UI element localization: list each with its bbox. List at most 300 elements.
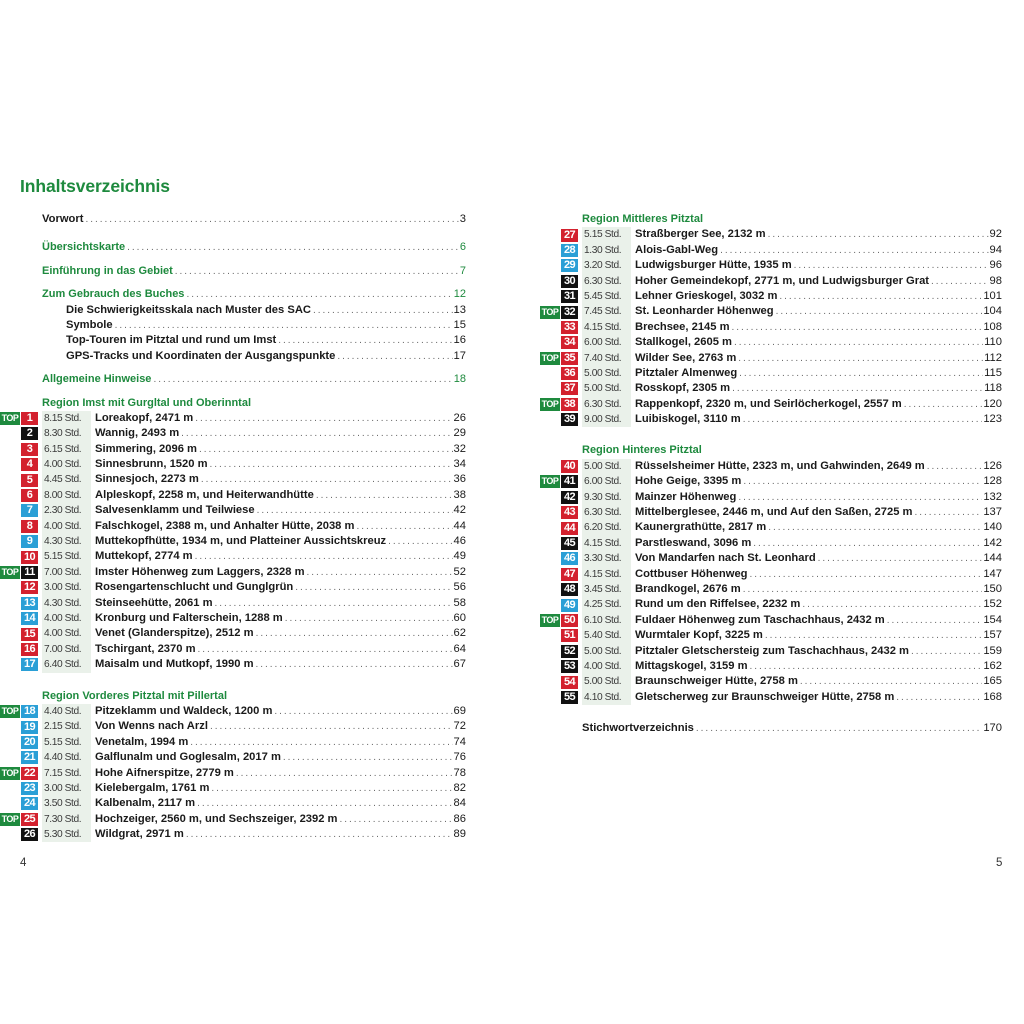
tour-number-badge: 33 bbox=[561, 321, 578, 334]
tour-entry[interactable] bbox=[26, 488, 466, 503]
tour-duration: 4.40 Std. bbox=[42, 704, 91, 719]
tour-entry[interactable] bbox=[563, 490, 1002, 505]
tour-entry[interactable] bbox=[23, 626, 466, 641]
tour-number-badge: 40 bbox=[561, 460, 578, 473]
top-tour-badge: TOP bbox=[541, 614, 559, 625]
toc-entry-page: 13 bbox=[453, 303, 466, 316]
leader-dots bbox=[904, 397, 983, 412]
tour-number-badge: 14 bbox=[21, 612, 38, 625]
leader-dots bbox=[340, 812, 453, 827]
toc-entry-label: Top-Touren im Pitztal und rund um Imst bbox=[66, 334, 277, 347]
tour-name: Lehner Grieskogel, 3032 m bbox=[635, 289, 778, 302]
leader-dots bbox=[388, 534, 452, 549]
tour-name: Maisalm und Mutkopf, 1990 m bbox=[95, 658, 254, 671]
tour-name: Hoher Gemeindekopf, 2771 m, und Ludwigsburger Grat bbox=[635, 274, 930, 287]
tour-page: 112 bbox=[984, 351, 1002, 364]
tour-entry[interactable] bbox=[563, 227, 1002, 242]
tour-page: 44 bbox=[453, 519, 466, 532]
tour-page: 137 bbox=[983, 506, 1002, 519]
spacer bbox=[42, 227, 466, 240]
tour-page: 165 bbox=[983, 675, 1002, 688]
tour-entry[interactable] bbox=[23, 781, 466, 796]
tour-number-badge: 36 bbox=[561, 367, 578, 380]
tour-page: 38 bbox=[453, 488, 466, 501]
tour-name: Simmering, 2096 m bbox=[95, 442, 197, 455]
leader-dots bbox=[802, 597, 982, 612]
tour-page: 34 bbox=[453, 458, 466, 471]
tour-name: Alpleskopf, 2258 m, und Heiterwandhütte bbox=[95, 488, 314, 501]
tour-name: Mittagskogel, 3159 m bbox=[635, 659, 748, 672]
tour-number-badge: 26 bbox=[21, 828, 38, 841]
leader-dots bbox=[274, 704, 452, 719]
tour-number-badge: 45 bbox=[561, 537, 578, 550]
tour-name: Wannig, 2493 m bbox=[95, 427, 180, 440]
tour-name: Wurmtaler Kopf, 3225 m bbox=[635, 629, 763, 642]
tour-entry[interactable] bbox=[541, 613, 1002, 628]
tour-number-badge: 11 bbox=[21, 566, 38, 579]
leader-dots bbox=[732, 381, 983, 396]
tour-page: 120 bbox=[983, 397, 1002, 410]
tour-entry[interactable] bbox=[563, 551, 1002, 566]
tour-entry[interactable] bbox=[563, 412, 1002, 427]
page-title: Inhaltsverzeichnis bbox=[20, 176, 170, 196]
tour-duration: 4.00 Std. bbox=[42, 519, 91, 534]
tour-entry[interactable] bbox=[23, 735, 466, 750]
tour-entry[interactable] bbox=[563, 505, 1002, 520]
tour-page: 98 bbox=[989, 274, 1002, 287]
tour-duration: 6.10 Std. bbox=[582, 613, 631, 628]
leader-dots bbox=[211, 781, 452, 796]
leader-dots bbox=[931, 274, 989, 289]
tour-entry[interactable] bbox=[23, 549, 466, 564]
tour-page: 110 bbox=[984, 336, 1002, 349]
tour-name: Falschkogel, 2388 m, und Anhalter Hütte, 2038 m bbox=[95, 519, 355, 532]
toc-entry-label: Vorwort bbox=[42, 213, 84, 225]
tour-duration: 5.40 Std. bbox=[582, 628, 631, 643]
tour-entry[interactable] bbox=[26, 534, 466, 549]
tour-duration: 6.40 Std. bbox=[42, 657, 91, 672]
tour-duration: 5.00 Std. bbox=[582, 381, 631, 396]
leader-dots bbox=[153, 372, 452, 387]
tour-duration: 4.00 Std. bbox=[42, 626, 91, 641]
tour-entry[interactable] bbox=[541, 397, 1002, 412]
tour-name: Rund um den Riffelsee, 2232 m bbox=[635, 598, 801, 611]
tour-name: Gletscherweg zur Braunschweiger Hütte, 2758 m bbox=[635, 690, 895, 703]
tour-page: 96 bbox=[989, 259, 1002, 272]
tour-page: 126 bbox=[983, 459, 1002, 472]
tour-entry[interactable] bbox=[563, 644, 1002, 659]
tour-entry[interactable] bbox=[26, 519, 466, 534]
leader-dots bbox=[765, 628, 982, 643]
tour-page: 72 bbox=[453, 720, 466, 733]
tour-duration: 5.15 Std. bbox=[42, 735, 91, 750]
tour-name: Muttekopfhütte, 1934 m, und Platteiner Aussichtskreuz bbox=[95, 535, 387, 548]
region-heading: Region Imst mit Gurgltal und Oberinntal bbox=[42, 396, 252, 409]
leader-dots bbox=[316, 488, 453, 503]
tour-name: Kielebergalm, 1761 m bbox=[95, 781, 210, 794]
spacer bbox=[42, 681, 466, 689]
tour-number-badge: 41 bbox=[561, 475, 578, 488]
leader-dots bbox=[356, 519, 452, 534]
tour-number-badge: 53 bbox=[561, 660, 578, 673]
tour-number-badge: 35 bbox=[561, 352, 578, 365]
tour-number-badge: 23 bbox=[21, 782, 38, 795]
spacer bbox=[582, 435, 1002, 443]
leader-dots bbox=[195, 549, 453, 564]
tour-number-badge: 48 bbox=[561, 583, 578, 596]
toc-entry[interactable] bbox=[42, 333, 466, 348]
toc-entry[interactable] bbox=[582, 721, 1002, 736]
region-heading: Region Vorderes Pitztal mit Pillertal bbox=[42, 689, 228, 702]
toc-entry-label: Zum Gebrauch des Buches bbox=[42, 288, 185, 301]
leader-dots bbox=[732, 320, 983, 335]
toc-entry-page: 15 bbox=[453, 318, 466, 331]
tour-number-badge: 4 bbox=[21, 458, 38, 471]
tour-duration: 4.45 Std. bbox=[42, 472, 91, 487]
tour-number-badge: 27 bbox=[561, 229, 578, 242]
tour-page: 150 bbox=[983, 582, 1002, 595]
tour-name: Brandkogel, 2676 m bbox=[635, 582, 741, 595]
tour-page: 62 bbox=[453, 627, 466, 640]
tour-name: Ludwigsburger Hütte, 1935 m bbox=[635, 259, 792, 272]
tour-entry[interactable] bbox=[563, 289, 1002, 304]
tour-name: Straßberger See, 2132 m bbox=[635, 228, 766, 241]
tour-page: 168 bbox=[983, 690, 1002, 703]
tour-number-badge: 15 bbox=[21, 628, 38, 641]
tour-number-badge: 30 bbox=[561, 275, 578, 288]
tour-entry[interactable] bbox=[1, 565, 466, 580]
leader-dots bbox=[743, 474, 982, 489]
tour-page: 128 bbox=[983, 475, 1002, 488]
tour-page: 115 bbox=[984, 366, 1002, 379]
tour-page: 60 bbox=[453, 611, 466, 624]
tour-number-badge: 19 bbox=[21, 721, 38, 734]
toc-entry-label: Symbole bbox=[66, 318, 113, 331]
top-tour-badge: TOP bbox=[1, 767, 19, 778]
region-heading: Region Hinteres Pitztal bbox=[582, 444, 702, 457]
tour-number-badge: 38 bbox=[561, 398, 578, 411]
leader-dots bbox=[198, 642, 453, 657]
tour-number-badge: 28 bbox=[561, 244, 578, 257]
tour-entry[interactable] bbox=[26, 442, 466, 457]
tour-duration: 3.00 Std. bbox=[42, 580, 91, 595]
tour-entry[interactable] bbox=[26, 457, 466, 472]
tour-entry[interactable] bbox=[563, 690, 1002, 705]
leader-dots bbox=[768, 520, 982, 535]
tour-name: Hohe Aifnerspitze, 2779 m bbox=[95, 766, 234, 779]
tour-name: Von Wenns nach Arzl bbox=[95, 720, 208, 733]
tour-duration: 5.00 Std. bbox=[582, 674, 631, 689]
tour-name: Muttekopf, 2774 m bbox=[95, 550, 193, 563]
tour-page: 86 bbox=[453, 812, 466, 825]
tour-name: Wilder See, 2763 m bbox=[635, 351, 737, 364]
tour-page: 46 bbox=[453, 535, 466, 548]
tour-page: 58 bbox=[453, 596, 466, 609]
spacer bbox=[582, 427, 1002, 435]
tour-name: Mainzer Höhenweg bbox=[635, 490, 737, 503]
leader-dots bbox=[186, 827, 453, 842]
tour-entry[interactable] bbox=[541, 304, 1002, 319]
tour-duration: 7.00 Std. bbox=[42, 565, 91, 580]
tour-entry[interactable] bbox=[563, 274, 1002, 289]
tour-duration: 7.00 Std. bbox=[42, 642, 91, 657]
tour-entry[interactable] bbox=[26, 472, 466, 487]
tour-duration: 6.15 Std. bbox=[42, 442, 91, 457]
tour-page: 123 bbox=[983, 413, 1002, 426]
tour-duration: 5.15 Std. bbox=[42, 549, 91, 564]
tour-duration: 3.50 Std. bbox=[42, 796, 91, 811]
leader-dots bbox=[750, 567, 983, 582]
tour-entry[interactable] bbox=[26, 426, 466, 441]
tour-number-badge: 39 bbox=[561, 413, 578, 426]
leader-dots bbox=[720, 243, 988, 258]
tour-name: Wildgrat, 2971 m bbox=[95, 828, 184, 841]
leader-dots bbox=[896, 690, 982, 705]
tour-entry[interactable] bbox=[563, 335, 1002, 350]
tour-duration: 4.15 Std. bbox=[582, 536, 631, 551]
tour-name: St. Leonharder Höhenweg bbox=[635, 305, 774, 318]
leader-dots bbox=[257, 503, 453, 518]
leader-dots bbox=[256, 626, 453, 641]
toc-entry-page: 3 bbox=[459, 213, 466, 225]
tour-name: Luibiskogel, 3110 m bbox=[635, 413, 741, 426]
tour-name: Rappenkopf, 2320 m, und Seirlöcherkogel, 2557 m bbox=[635, 397, 902, 410]
tour-page: 69 bbox=[453, 704, 466, 717]
tour-name: Stallkogel, 2605 m bbox=[635, 336, 733, 349]
tour-number-badge: 42 bbox=[561, 491, 578, 504]
leader-dots bbox=[175, 264, 459, 279]
tour-entry[interactable] bbox=[563, 567, 1002, 582]
tour-duration: 3.00 Std. bbox=[42, 781, 91, 796]
tour-duration: 7.15 Std. bbox=[42, 766, 91, 781]
leader-dots bbox=[199, 442, 453, 457]
tour-page: 84 bbox=[453, 797, 466, 810]
tour-entry[interactable] bbox=[1, 411, 466, 426]
tour-entry[interactable] bbox=[23, 827, 466, 842]
toc-entry[interactable] bbox=[42, 240, 466, 255]
tour-name: Sinnesjoch, 2273 m bbox=[95, 473, 199, 486]
tour-page: 36 bbox=[453, 473, 466, 486]
leader-dots bbox=[197, 796, 452, 811]
tour-number-badge: 10 bbox=[21, 551, 38, 564]
top-tour-badge: TOP bbox=[1, 567, 19, 577]
tour-duration: 8.30 Std. bbox=[42, 426, 91, 441]
leader-dots bbox=[738, 351, 983, 366]
toc-entry[interactable] bbox=[42, 264, 466, 279]
toc-entry-label: Übersichtskarte bbox=[42, 241, 126, 254]
tour-page: 159 bbox=[983, 644, 1002, 657]
leader-dots bbox=[307, 565, 453, 580]
leader-dots bbox=[85, 212, 458, 227]
toc-entry-page: 17 bbox=[453, 349, 466, 362]
toc-entry[interactable] bbox=[42, 349, 466, 364]
left-toc bbox=[1, 212, 466, 842]
spacer bbox=[42, 364, 466, 372]
tour-entry[interactable] bbox=[1, 766, 466, 781]
tour-number-badge: 25 bbox=[21, 813, 38, 826]
spacer bbox=[582, 705, 1002, 713]
toc-entry-label: GPS-Tracks und Koordinaten der Ausgangspunkte bbox=[66, 349, 336, 362]
leader-dots bbox=[181, 426, 452, 441]
tour-number-badge: 1 bbox=[21, 412, 38, 425]
tour-entry[interactable] bbox=[23, 642, 466, 657]
tour-entry[interactable] bbox=[563, 320, 1002, 335]
tour-entry[interactable] bbox=[563, 243, 1002, 258]
top-tour-badge: TOP bbox=[1, 706, 19, 717]
tour-page: 29 bbox=[453, 427, 466, 440]
tour-duration: 4.10 Std. bbox=[582, 690, 631, 705]
tour-page: 118 bbox=[984, 382, 1002, 395]
leader-dots bbox=[285, 611, 453, 626]
tour-duration: 6.30 Std. bbox=[582, 505, 631, 520]
right-page bbox=[512, 0, 1024, 1024]
tour-duration: 4.00 Std. bbox=[42, 611, 91, 626]
tour-duration: 3.45 Std. bbox=[582, 582, 631, 597]
tour-duration: 5.00 Std. bbox=[582, 366, 631, 381]
tour-duration: 4.40 Std. bbox=[42, 750, 91, 765]
tour-duration: 6.00 Std. bbox=[582, 474, 631, 489]
tour-name: Cottbuser Höhenweg bbox=[635, 567, 748, 580]
tour-number-badge: 6 bbox=[21, 489, 38, 502]
tour-entry[interactable] bbox=[1, 812, 466, 827]
toc-entry[interactable] bbox=[42, 372, 466, 387]
tour-duration: 5.00 Std. bbox=[582, 459, 631, 474]
toc-entry-label: Allgemeine Hinweise bbox=[42, 373, 152, 386]
tour-duration: 6.20 Std. bbox=[582, 520, 631, 535]
tour-page: 144 bbox=[983, 552, 1002, 565]
tour-entry[interactable] bbox=[23, 719, 466, 734]
tour-page: 101 bbox=[983, 289, 1002, 302]
tour-entry[interactable] bbox=[563, 258, 1002, 273]
tour-entry[interactable] bbox=[23, 580, 466, 595]
tour-entry[interactable] bbox=[23, 796, 466, 811]
tour-page: 76 bbox=[453, 751, 466, 764]
tour-number-badge: 20 bbox=[21, 736, 38, 749]
tour-number-badge: 31 bbox=[561, 290, 578, 303]
leader-dots bbox=[750, 659, 983, 674]
tour-page: 82 bbox=[453, 781, 466, 794]
tour-name: Imster Höhenweg zum Laggers, 2328 m bbox=[95, 565, 305, 578]
tour-name: Kronburg und Falterschein, 1288 m bbox=[95, 611, 283, 624]
leader-dots bbox=[768, 227, 989, 242]
tour-entry[interactable] bbox=[563, 366, 1002, 381]
tour-page: 147 bbox=[983, 567, 1002, 580]
toc-entry[interactable] bbox=[42, 212, 466, 227]
leader-dots bbox=[236, 766, 453, 781]
leader-dots bbox=[794, 258, 989, 273]
leader-dots bbox=[195, 411, 452, 426]
tour-number-badge: 2 bbox=[21, 427, 38, 440]
tour-entry[interactable] bbox=[1, 704, 466, 719]
tour-entry[interactable] bbox=[563, 520, 1002, 535]
leader-dots bbox=[201, 472, 453, 487]
tour-number-badge: 13 bbox=[21, 597, 38, 610]
leader-dots bbox=[295, 580, 452, 595]
tour-name: Kaunergrathütte, 2817 m bbox=[635, 521, 767, 534]
tour-number-badge: 18 bbox=[21, 705, 38, 718]
toc-entry-page: 6 bbox=[459, 241, 466, 254]
leader-dots bbox=[696, 721, 982, 736]
tour-name: Parstleswand, 3096 m bbox=[635, 536, 752, 549]
tour-name: Von Mandarfen nach St. Leonhard bbox=[635, 552, 816, 565]
tour-entry[interactable] bbox=[26, 503, 466, 518]
tour-page: 162 bbox=[983, 659, 1002, 672]
tour-entry[interactable] bbox=[23, 596, 466, 611]
tour-entry[interactable] bbox=[563, 659, 1002, 674]
tour-duration: 6.00 Std. bbox=[582, 335, 631, 350]
tour-number-badge: 51 bbox=[561, 629, 578, 642]
tour-entry[interactable] bbox=[563, 628, 1002, 643]
tour-page: 89 bbox=[453, 828, 466, 841]
spacer bbox=[582, 713, 1002, 721]
leader-dots bbox=[927, 459, 983, 474]
tour-number-badge: 52 bbox=[561, 645, 578, 658]
tour-page: 42 bbox=[453, 504, 466, 517]
tour-entry[interactable] bbox=[563, 582, 1002, 597]
tour-name: Hohe Geige, 3395 m bbox=[635, 475, 742, 488]
tour-name: Venet (Glanderspitze), 2512 m bbox=[95, 627, 254, 640]
leader-dots bbox=[115, 318, 453, 333]
leader-dots bbox=[337, 349, 452, 364]
toc-entry[interactable] bbox=[42, 318, 466, 333]
tour-name: Venetalm, 1994 m bbox=[95, 735, 189, 748]
tour-name: Tschirgant, 2370 m bbox=[95, 642, 196, 655]
tour-duration: 5.45 Std. bbox=[582, 289, 631, 304]
leader-dots bbox=[743, 582, 983, 597]
tour-entry[interactable] bbox=[541, 351, 1002, 366]
tour-duration: 2.15 Std. bbox=[42, 719, 91, 734]
tour-entry[interactable] bbox=[563, 536, 1002, 551]
tour-entry[interactable] bbox=[563, 381, 1002, 396]
tour-entry[interactable] bbox=[23, 750, 466, 765]
leader-dots bbox=[753, 536, 982, 551]
tour-duration: 8.00 Std. bbox=[42, 488, 91, 503]
tour-page: 157 bbox=[983, 629, 1002, 642]
tour-name: Alois-Gabl-Weg bbox=[635, 243, 719, 256]
toc-entry[interactable] bbox=[42, 287, 466, 302]
tour-page: 108 bbox=[983, 320, 1002, 333]
tour-entry[interactable] bbox=[563, 674, 1002, 689]
tour-duration: 7.30 Std. bbox=[42, 812, 91, 827]
leader-dots bbox=[283, 750, 453, 765]
tour-page: 78 bbox=[453, 766, 466, 779]
toc-entry[interactable] bbox=[42, 303, 466, 318]
tour-entry[interactable] bbox=[23, 657, 466, 672]
tour-name: Galflunalm und Goglesalm, 2017 m bbox=[95, 751, 281, 764]
tour-entry[interactable] bbox=[563, 459, 1002, 474]
top-tour-badge: TOP bbox=[1, 813, 19, 824]
page-number-left: 4 bbox=[20, 857, 27, 869]
leader-dots bbox=[911, 644, 982, 659]
tour-name: Pitzeklamm und Waldeck, 1200 m bbox=[95, 704, 273, 717]
tour-page: 104 bbox=[983, 305, 1002, 318]
leader-dots bbox=[313, 303, 453, 318]
tour-duration: 2.30 Std. bbox=[42, 503, 91, 518]
tour-duration: 3.20 Std. bbox=[582, 258, 631, 273]
tour-name: Rosengartenschlucht und Gunglgrün bbox=[95, 581, 294, 594]
tour-number-badge: 47 bbox=[561, 568, 578, 581]
tour-entry[interactable] bbox=[23, 611, 466, 626]
tour-duration: 8.15 Std. bbox=[42, 411, 91, 426]
toc-entry-label: Die Schwierigkeitsskala nach Muster des SAC bbox=[66, 303, 311, 316]
tour-name: Pitztaler Gletschersteig zum Taschachhaus, 2432 m bbox=[635, 644, 909, 657]
top-tour-badge: TOP bbox=[541, 398, 559, 409]
tour-entry[interactable] bbox=[563, 597, 1002, 612]
tour-duration: 9.30 Std. bbox=[582, 490, 631, 505]
tour-name: Salvesenklamm und Teilwiese bbox=[95, 504, 255, 517]
tour-duration: 3.30 Std. bbox=[582, 551, 631, 566]
tour-entry[interactable] bbox=[541, 474, 1002, 489]
